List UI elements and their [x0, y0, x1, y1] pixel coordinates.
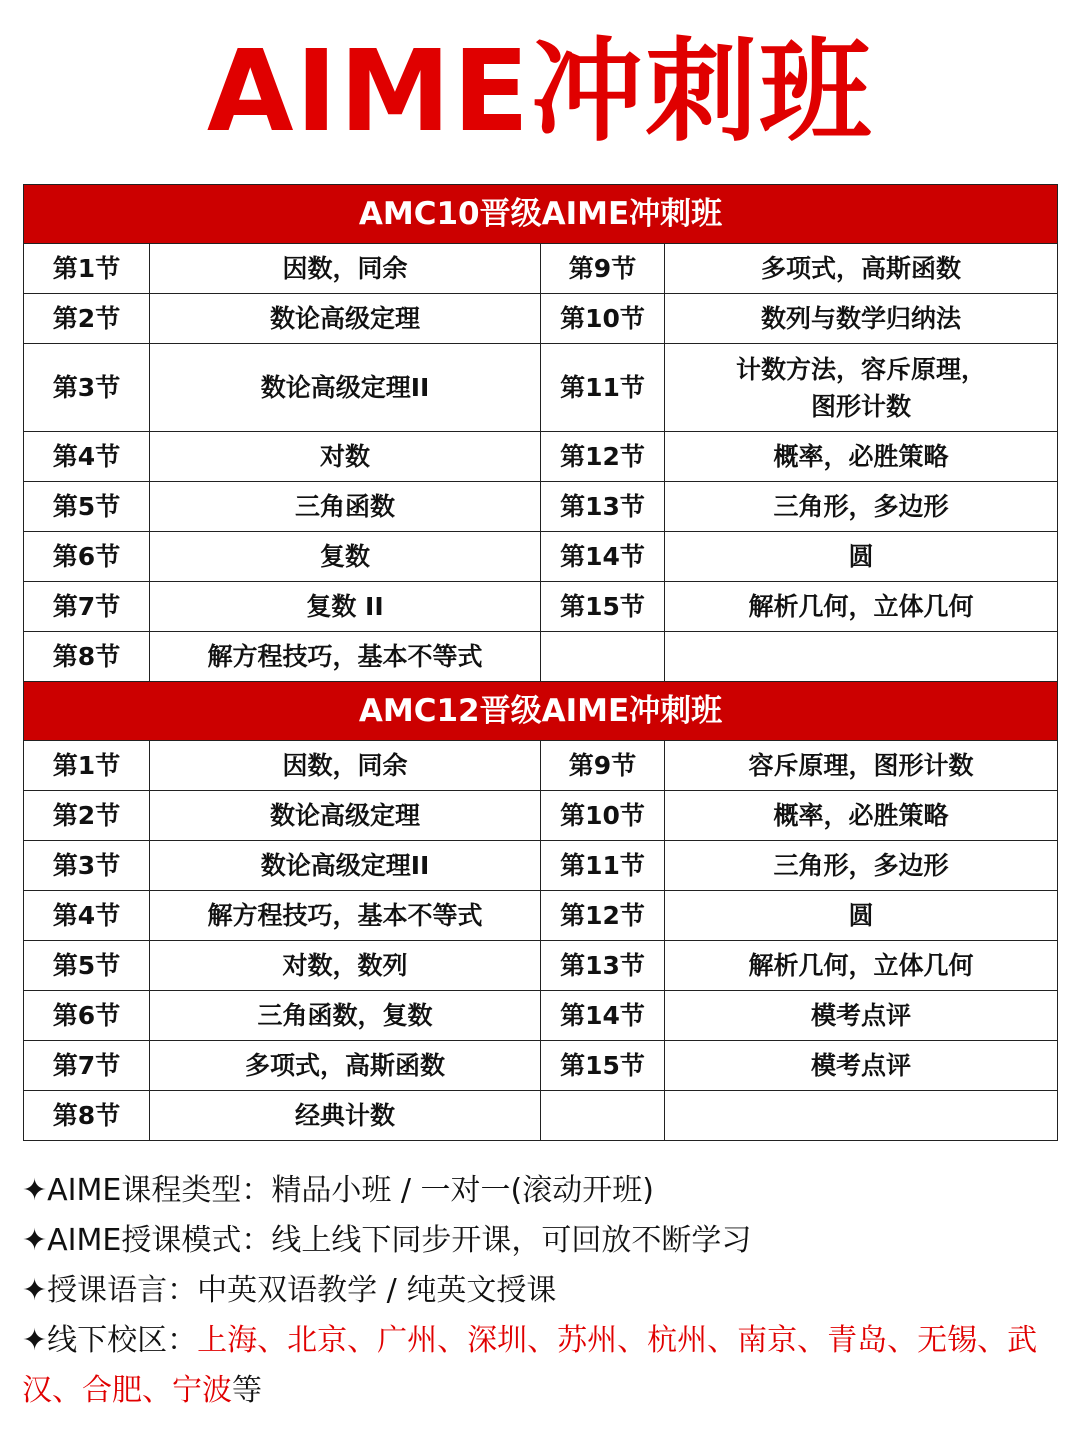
lesson-number-left: 第5节 [24, 941, 150, 991]
lesson-number-right: 第13节 [541, 941, 665, 991]
lesson-number-left: 第8节 [24, 632, 150, 682]
lesson-topic-left: 因数，同余 [150, 741, 541, 791]
lesson-number-right: 第13节 [541, 482, 665, 532]
lesson-topic-left: 对数，数列 [150, 941, 541, 991]
lesson-topic-right: 概率，必胜策略 [665, 791, 1058, 841]
teaching-mode-label: AIME授课模式： [47, 1223, 272, 1258]
lesson-number-right: 第14节 [541, 532, 665, 582]
table-row [24, 244, 1058, 294]
lesson-number-left: 第7节 [24, 582, 150, 632]
lesson-topic-left: 数论高级定理 [150, 294, 541, 344]
lesson-topic-right: 圆 [665, 891, 1058, 941]
lesson-topic-left: 数论高级定理II [150, 841, 541, 891]
table-row [24, 741, 1058, 791]
lesson-number-left: 第3节 [24, 344, 150, 432]
table-row [24, 532, 1058, 582]
lesson-topic-right [665, 1091, 1058, 1141]
lesson-topic-left: 解方程技巧，基本不等式 [150, 632, 541, 682]
table-row [24, 791, 1058, 841]
lesson-number-right: 第14节 [541, 991, 665, 1041]
lesson-number-left: 第4节 [24, 432, 150, 482]
lesson-topic-left: 三角函数，复数 [150, 991, 541, 1041]
lesson-topic-left: 数论高级定理 [150, 791, 541, 841]
section-header: AMC12晋级AIME冲刺班 [24, 682, 1058, 741]
lesson-number-right: 第15节 [541, 1041, 665, 1091]
page-title: AIME冲刺班 [206, 27, 874, 157]
lesson-topic-left: 经典计数 [150, 1091, 541, 1141]
section-header: AMC10晋级AIME冲刺班 [24, 185, 1058, 244]
lesson-topic-right: 模考点评 [665, 1041, 1058, 1091]
lesson-topic-left: 三角函数 [150, 482, 541, 532]
table-row [24, 344, 1058, 432]
lesson-number-left: 第3节 [24, 841, 150, 891]
lesson-topic-right [665, 632, 1058, 682]
campus-note [22, 1316, 1062, 1416]
teaching-language-note [22, 1266, 1062, 1316]
table-row [24, 1091, 1058, 1141]
lesson-number-right: 第10节 [541, 791, 665, 841]
lesson-topic-right: 三角形，多边形 [665, 841, 1058, 891]
lesson-topic-right: 解析几何，立体几何 [665, 941, 1058, 991]
lesson-number-left: 第6节 [24, 991, 150, 1041]
lesson-number-right: 第12节 [541, 432, 665, 482]
campus-label: 线下校区： [47, 1323, 198, 1358]
lesson-number-right: 第10节 [541, 294, 665, 344]
lesson-number-left: 第1节 [24, 741, 150, 791]
lesson-topic-left: 复数 [150, 532, 541, 582]
teaching-language-value: 中英双语教学 / 纯英文授课 [197, 1273, 557, 1308]
lesson-number-right: 第12节 [541, 891, 665, 941]
star-bullet-icon: ✦ [22, 1273, 48, 1308]
lesson-number-right: 第9节 [541, 741, 665, 791]
table-row [24, 582, 1058, 632]
course-type-value: 精品小班 / 一对一(滚动开班) [271, 1173, 654, 1208]
table-row [24, 991, 1058, 1041]
lesson-topic-left: 因数，同余 [150, 244, 541, 294]
lesson-topic-right: 模考点评 [665, 991, 1058, 1041]
table-row [24, 891, 1058, 941]
table-row [24, 432, 1058, 482]
section-header-row [24, 682, 1058, 741]
lesson-topic-left: 复数 II [150, 582, 541, 632]
course-type-label: AIME课程类型： [47, 1173, 272, 1208]
lesson-number-right: 第9节 [541, 244, 665, 294]
table-row [24, 632, 1058, 682]
campus-suffix: 等 [232, 1373, 262, 1408]
campus-list: 上海、北京、广州、深圳、苏州、杭州、南京、青岛、无锡、武汉、合肥、宁波 [22, 1323, 1038, 1408]
table-row [24, 294, 1058, 344]
table-row [24, 941, 1058, 991]
lesson-topic-right: 概率，必胜策略 [665, 432, 1058, 482]
course-type-note [22, 1166, 1062, 1216]
table-row [24, 1041, 1058, 1091]
star-bullet-icon: ✦ [22, 1223, 48, 1258]
lesson-number-left: 第7节 [24, 1041, 150, 1091]
lesson-topic-right: 计数方法，容斥原理， 图形计数 [665, 344, 1058, 432]
teaching-mode-note [22, 1216, 1062, 1266]
section-header-row [24, 185, 1058, 244]
lesson-topic-left: 数论高级定理II [150, 344, 541, 432]
course-table [23, 184, 1058, 1141]
lesson-topic-left: 多项式，高斯函数 [150, 1041, 541, 1091]
table-row [24, 841, 1058, 891]
lesson-topic-right: 三角形，多边形 [665, 482, 1058, 532]
lesson-number-left: 第2节 [24, 791, 150, 841]
lesson-topic-right: 圆 [665, 532, 1058, 582]
teaching-mode-value: 线上线下同步开课，可回放不断学习 [271, 1223, 752, 1258]
lesson-topic-right: 数列与数学归纳法 [665, 294, 1058, 344]
lesson-number-left: 第6节 [24, 532, 150, 582]
star-bullet-icon: ✦ [22, 1323, 48, 1358]
course-notes [22, 1166, 1062, 1416]
lesson-topic-left: 解方程技巧，基本不等式 [150, 891, 541, 941]
lesson-number-right: 第11节 [541, 841, 665, 891]
lesson-number-left: 第1节 [24, 244, 150, 294]
lesson-number-left: 第2节 [24, 294, 150, 344]
lesson-number-left: 第8节 [24, 1091, 150, 1141]
teaching-language-label: 授课语言： [47, 1273, 198, 1308]
table-row [24, 482, 1058, 532]
lesson-topic-right: 多项式，高斯函数 [665, 244, 1058, 294]
star-bullet-icon: ✦ [22, 1173, 48, 1208]
lesson-topic-right: 解析几何，立体几何 [665, 582, 1058, 632]
lesson-number-right: 第15节 [541, 582, 665, 632]
lesson-number-left: 第5节 [24, 482, 150, 532]
lesson-number-right [541, 1091, 665, 1141]
lesson-number-right: 第11节 [541, 344, 665, 432]
lesson-number-left: 第4节 [24, 891, 150, 941]
lesson-topic-left: 对数 [150, 432, 541, 482]
lesson-number-right [541, 632, 665, 682]
lesson-topic-right: 容斥原理，图形计数 [665, 741, 1058, 791]
